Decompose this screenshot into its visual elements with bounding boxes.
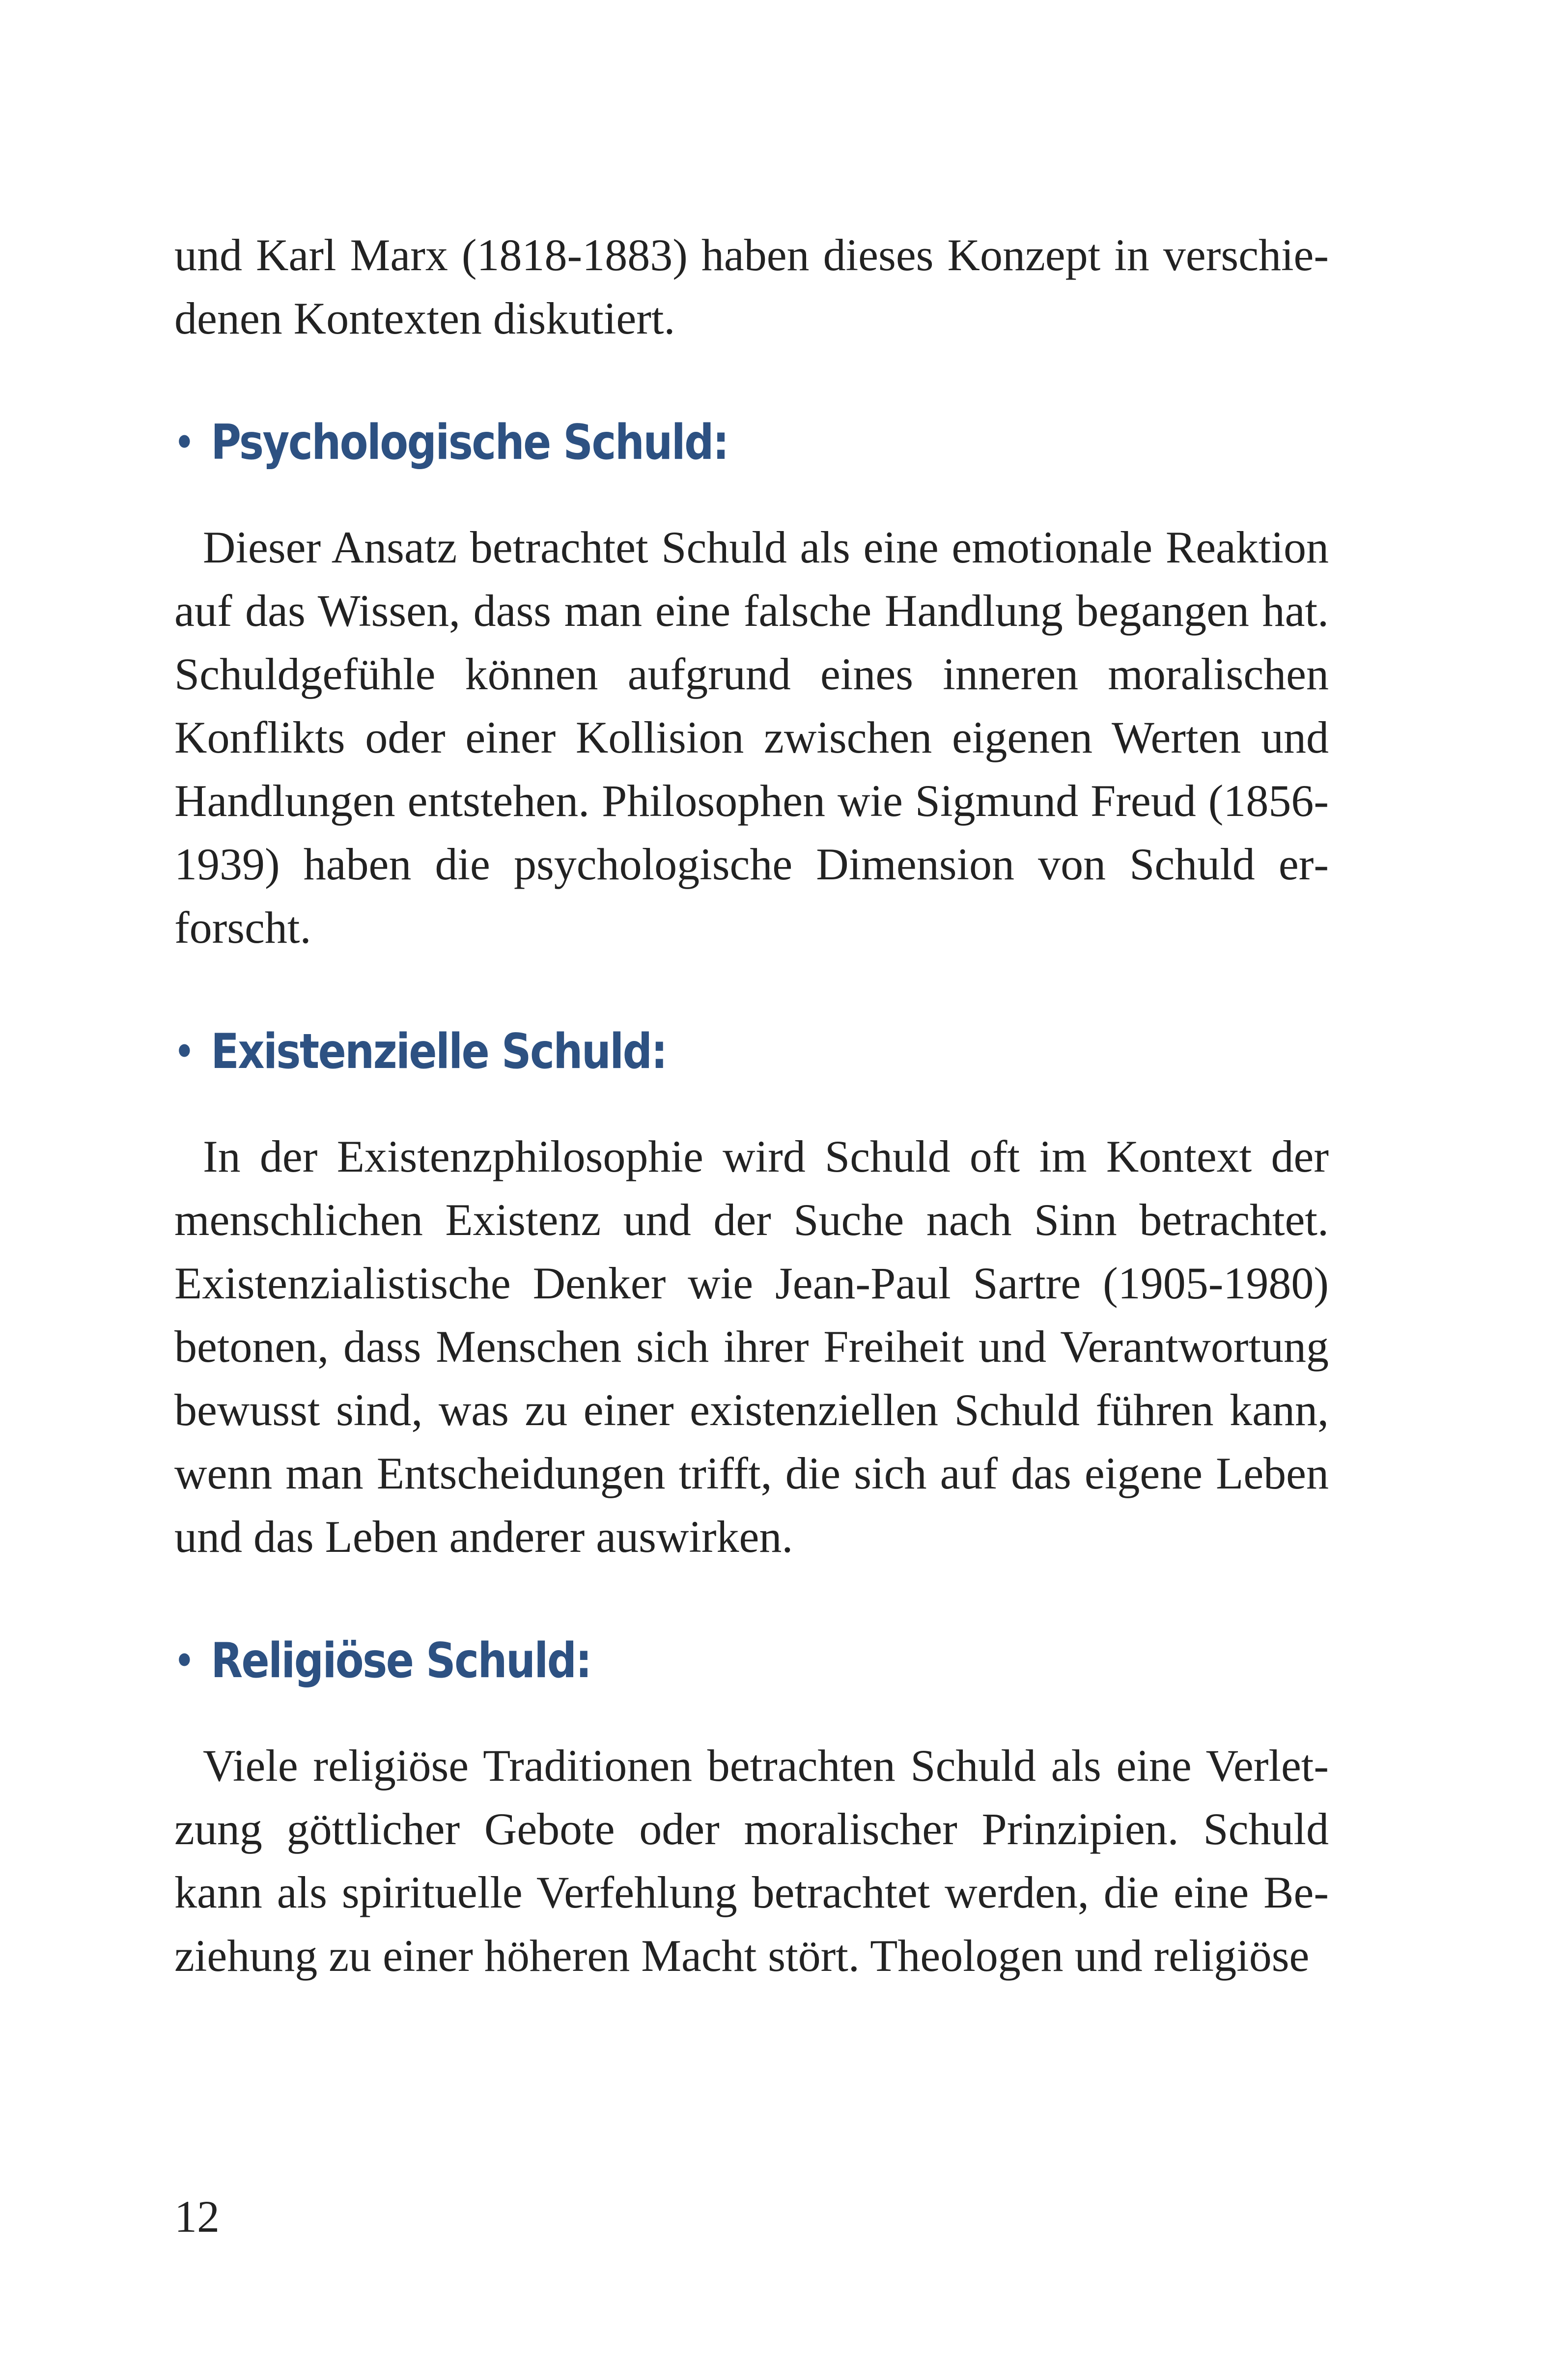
spacer	[174, 475, 1329, 516]
section-paragraph-existenzielle-schuld: In der Existenzphilosophie wird Schuld oft im Kontext der menschlichen Existenz und der Suche nach Sinn betrachtet. Existenzialistische Denker wie Jean-Paul Sartre (1905-1980) betonen, dass Menschen sich ihrer Freiheit und Verantwortung bewusst sind, was zu einer existenziellen Schuld führen kann, wenn man Entscheidungen trifft, die sich auf das eigene Leben und das Leben anderer auswirken.	[174, 1131, 1329, 1562]
section-heading-text: Psychologische Schuld:	[211, 415, 728, 471]
section-paragraph-psychologische-schuld: Dieser Ansatz betrachtet Schuld als eine emotionale Reaktion auf das Wissen, dass man eine falsche Handlung begangen hat. Schuldgefühle können aufgrund eines inneren moralischen Konflikts oder einer Kollision zwischen eigenen Werten und Handlungen entstehen. Philosophen wie Sigmund Freud (1856-1939) haben die psychologische Dimension von Schuld erforscht.	[174, 522, 1329, 953]
section-heading-religioese-schuld	[174, 1629, 1167, 1693]
spacer	[174, 959, 1329, 1020]
intro-paragraph: und Karl Marx (1818-1883) haben dieses Konzept in verschiedenen Kontexten diskutiert.	[174, 230, 1329, 343]
section-paragraph-religioese-schuld: Viele religiöse Traditionen betrachten Schuld als eine Verletzung göttlicher Gebote oder moralischer Prinzipien. Schuld kann als spirituelle Verfehlung betrachtet werden, die eine Beziehung zu einer höheren Macht stört. Theologen und religiöse	[174, 1740, 1329, 1981]
bullet-icon: •	[174, 421, 194, 464]
spacer	[174, 350, 1329, 411]
section-heading-existenzielle-schuld	[174, 1020, 1167, 1084]
section-heading-text: Existenzielle Schuld:	[211, 1024, 667, 1080]
section-heading-psychologische-schuld	[174, 411, 1167, 475]
page-content	[174, 224, 1329, 1988]
spacer	[174, 1693, 1329, 1734]
spacer	[174, 1084, 1329, 1125]
bullet-icon: •	[174, 1031, 194, 1073]
bullet-icon: •	[174, 1640, 194, 1682]
page-number: 12	[174, 2191, 220, 2242]
spacer	[174, 1569, 1329, 1629]
section-heading-text: Religiöse Schuld:	[211, 1633, 591, 1689]
